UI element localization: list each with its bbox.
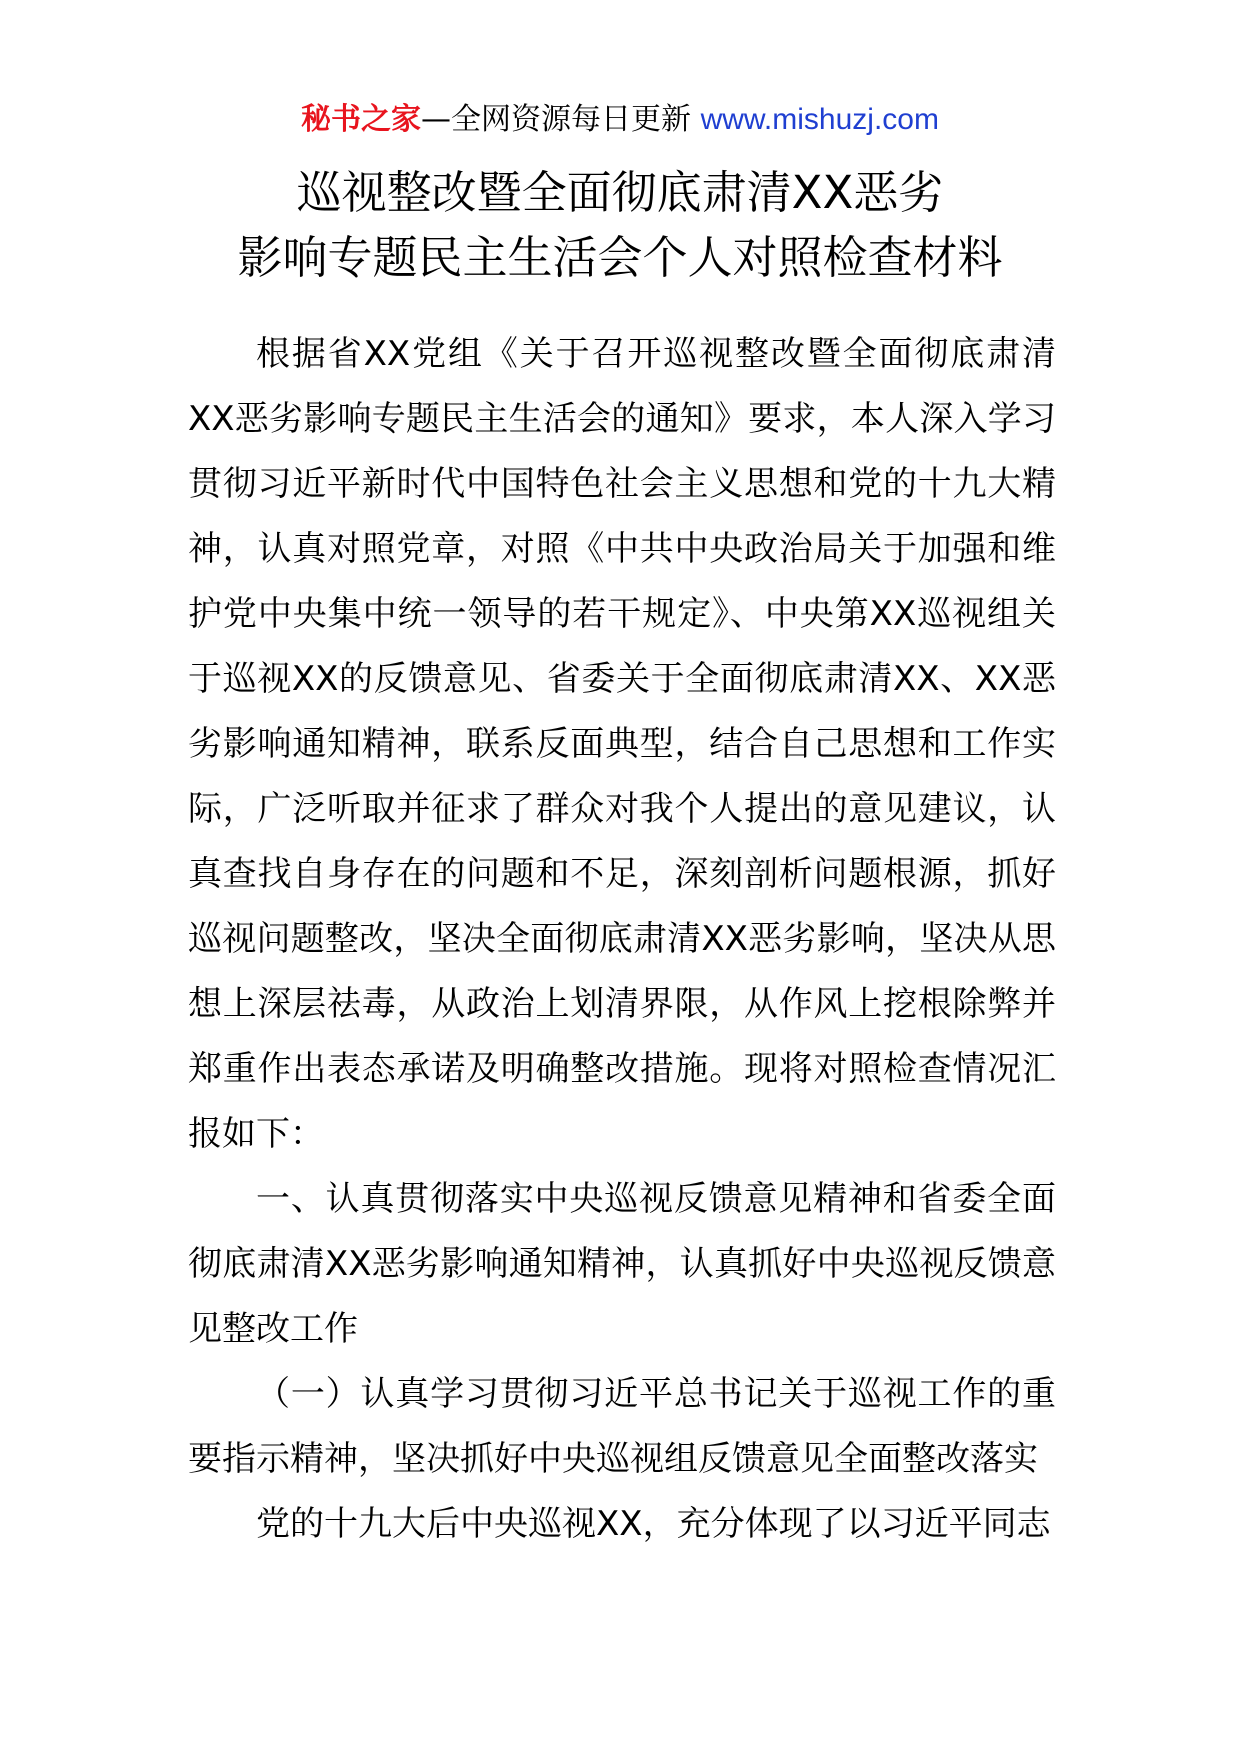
site-url-link[interactable]: www.mishuzj.com — [700, 103, 939, 136]
brand-name: 秘书之家 — [301, 102, 422, 137]
document-title — [0, 160, 1240, 290]
title-line-1: 巡视整改暨全面彻底肃清XX恶劣 — [296, 166, 944, 219]
title-line-2: 影响专题民主生活会个人对照检查材料 — [237, 231, 1003, 284]
section-heading-1: 一、认真贯彻落实中央巡视反馈意见精神和省委全面彻底肃清XX恶劣影响通知精神，认真抓好中央巡视反馈意见整改工作 — [188, 1179, 1056, 1349]
document-body — [188, 322, 1056, 1557]
subsection-heading-1: （一）认真学习贯彻习近平总书记关于巡视工作的重要指示精神，坚决抓好中央巡视组反馈意见全面整改落实 — [188, 1374, 1056, 1479]
site-banner — [0, 100, 1240, 140]
body-paragraph: 党的十九大后中央巡视XX，充分体现了以习近平同志 — [256, 1504, 1051, 1544]
intro-paragraph: 根据省XX党组《关于召开巡视整改暨全面彻底肃清XX恶劣影响专题民主生活会的通知》要求，本人深入学习贯彻习近平新时代中国特色社会主义思想和党的十九大精神，认真对照党章，对照《中共中央政治局关于加强和维护党中央集中统一领导的若干规定》、中央第XX巡视组关于巡视XX的反馈意见、省委关于全面彻底肃清XX、XX恶劣影响通知精神，联系反面典型，结合自己思想和工作实际，广泛听取并征求了群众对我个人提出的意见建议，认真查找自身存在的问题和不足，深刻剖析问题根源，抓好巡视问题整改，坚决全面彻底肃清XX恶劣影响，坚决从思想上深层祛毒，从政治上划清界限，从作风上挖根除弊并郑重作出表态承诺及明确整改措施。现将对照检查情况汇报如下： — [188, 334, 1056, 1154]
banner-tagline: —全网资源每日更新 — [421, 102, 692, 137]
